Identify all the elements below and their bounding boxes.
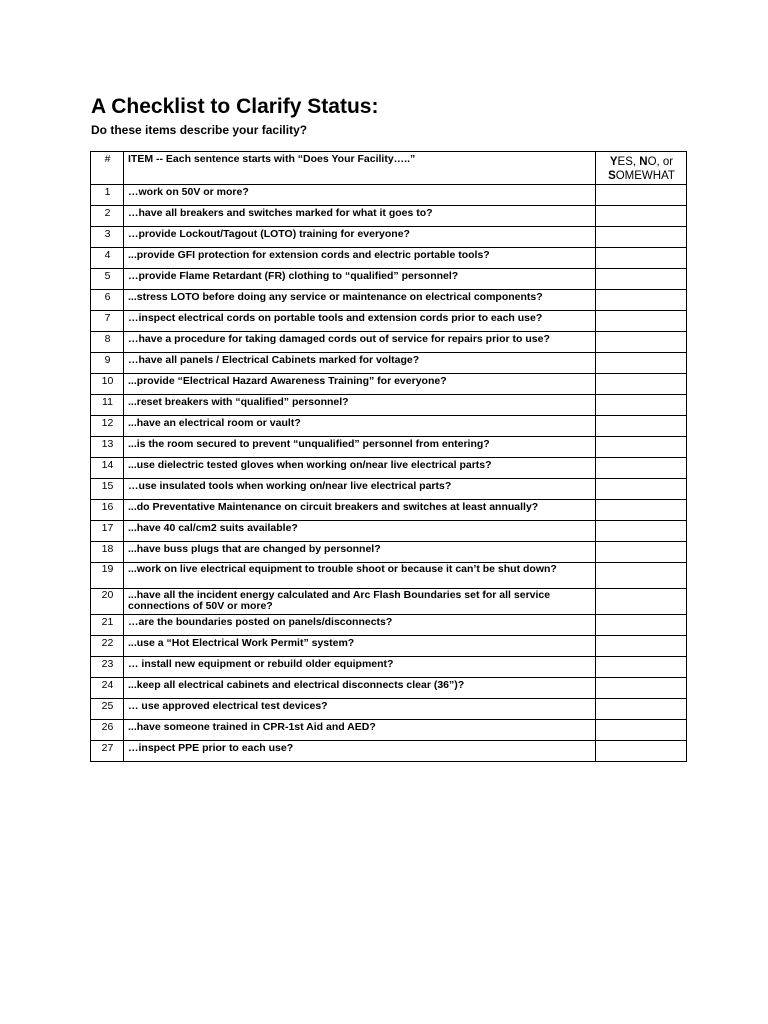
row-item: …have all panels / Electrical Cabinets marked for voltage? (124, 353, 596, 374)
row-answer-cell[interactable] (596, 615, 687, 636)
row-number: 14 (91, 458, 124, 479)
row-number: 2 (91, 206, 124, 227)
row-number: 13 (91, 437, 124, 458)
row-number: 4 (91, 248, 124, 269)
header-number: # (91, 152, 124, 185)
page-title: A Checklist to Clarify Status: (91, 95, 379, 118)
row-number: 25 (91, 699, 124, 720)
row-item: …provide Flame Retardant (FR) clothing to “qualified” personnel? (124, 269, 596, 290)
row-item: …have a procedure for taking damaged cords out of service for repairs prior to use? (124, 332, 596, 353)
row-number: 27 (91, 741, 124, 762)
table-row (91, 185, 687, 206)
row-item: …inspect electrical cords on portable tools and extension cords prior to each use? (124, 311, 596, 332)
header-answer-s: S (608, 170, 616, 182)
row-number: 12 (91, 416, 124, 437)
header-answer-omewhat: OMEWHAT (615, 170, 675, 182)
row-number: 16 (91, 500, 124, 521)
table-row (91, 589, 687, 615)
row-number: 18 (91, 542, 124, 563)
table-row (91, 311, 687, 332)
table-row (91, 636, 687, 657)
row-answer-cell[interactable] (596, 542, 687, 563)
row-item: ...stress LOTO before doing any service or maintenance on electrical components? (124, 290, 596, 311)
row-item: ...provide “Electrical Hazard Awareness Training” for everyone? (124, 374, 596, 395)
row-item: …inspect PPE prior to each use? (124, 741, 596, 762)
row-number: 19 (91, 563, 124, 589)
table-row (91, 542, 687, 563)
table-row (91, 206, 687, 227)
table-row (91, 227, 687, 248)
row-number: 22 (91, 636, 124, 657)
row-item: ...have buss plugs that are changed by personnel? (124, 542, 596, 563)
row-number: 24 (91, 678, 124, 699)
table-row (91, 416, 687, 437)
row-item: …use insulated tools when working on/near live electrical parts? (124, 479, 596, 500)
table-row (91, 479, 687, 500)
row-answer-cell[interactable] (596, 353, 687, 374)
row-answer-cell[interactable] (596, 636, 687, 657)
row-answer-cell[interactable] (596, 269, 687, 290)
header-answer-es: ES, (617, 156, 640, 168)
row-item: ...have 40 cal/cm2 suits available? (124, 521, 596, 542)
table-row (91, 720, 687, 741)
row-number: 26 (91, 720, 124, 741)
row-item: ...do Preventative Maintenance on circuit breakers and switches at least annually? (124, 500, 596, 521)
table-row (91, 332, 687, 353)
row-answer-cell[interactable] (596, 416, 687, 437)
row-answer-cell[interactable] (596, 657, 687, 678)
row-number: 6 (91, 290, 124, 311)
row-item: ...reset breakers with “qualified” personnel? (124, 395, 596, 416)
row-number: 7 (91, 311, 124, 332)
row-item: ...is the room secured to prevent “unqualified” personnel from entering? (124, 437, 596, 458)
table-row (91, 563, 687, 589)
table-row (91, 521, 687, 542)
row-answer-cell[interactable] (596, 563, 687, 589)
header-answer-y: Y (609, 156, 618, 168)
row-answer-cell[interactable] (596, 678, 687, 699)
header-answer-o-or: O, or (647, 156, 674, 168)
row-item: …work on 50V or more? (124, 185, 596, 206)
header-answer-n: N (639, 156, 648, 168)
table-row (91, 699, 687, 720)
row-answer-cell[interactable] (596, 227, 687, 248)
row-answer-cell[interactable] (596, 479, 687, 500)
row-item: ...provide GFI protection for extension cords and electric portable tools? (124, 248, 596, 269)
row-answer-cell[interactable] (596, 248, 687, 269)
row-item: ...use dielectric tested gloves when working on/near live electrical parts? (124, 458, 596, 479)
row-number: 21 (91, 615, 124, 636)
header-item: ITEM -- Each sentence starts with “Does Your Facility…..” (124, 152, 596, 185)
table-row (91, 290, 687, 311)
checklist-table (90, 151, 687, 762)
row-answer-cell[interactable] (596, 374, 687, 395)
table-row (91, 374, 687, 395)
row-number: 9 (91, 353, 124, 374)
table-row (91, 615, 687, 636)
page-subtitle: Do these items describe your facility? (91, 123, 308, 137)
row-number: 8 (91, 332, 124, 353)
row-item: ...work on live electrical equipment to trouble shoot or because it can’t be shut down? (124, 563, 596, 589)
row-answer-cell[interactable] (596, 290, 687, 311)
row-answer-cell[interactable] (596, 332, 687, 353)
row-number: 3 (91, 227, 124, 248)
row-item: …provide Lockout/Tagout (LOTO) training for everyone? (124, 227, 596, 248)
table-row (91, 741, 687, 762)
table-row (91, 657, 687, 678)
table-row (91, 678, 687, 699)
row-answer-cell[interactable] (596, 589, 687, 615)
row-item: ...have all the incident energy calculated and Arc Flash Boundaries set for all service connections of 50V or more? (124, 589, 596, 615)
row-answer-cell[interactable] (596, 500, 687, 521)
table-row (91, 248, 687, 269)
row-answer-cell[interactable] (596, 720, 687, 741)
table-row (91, 500, 687, 521)
row-item: ...have someone trained in CPR-1st Aid and AED? (124, 720, 596, 741)
row-number: 1 (91, 185, 124, 206)
table-row (91, 395, 687, 416)
table-row (91, 458, 687, 479)
row-item: …are the boundaries posted on panels/disconnects? (124, 615, 596, 636)
row-item: … use approved electrical test devices? (124, 699, 596, 720)
row-answer-cell[interactable] (596, 311, 687, 332)
row-number: 11 (91, 395, 124, 416)
row-number: 23 (91, 657, 124, 678)
row-answer-cell[interactable] (596, 437, 687, 458)
row-item: ...use a “Hot Electrical Work Permit” system? (124, 636, 596, 657)
row-answer-cell[interactable] (596, 185, 687, 206)
header-answer (596, 152, 687, 185)
table-row (91, 437, 687, 458)
row-item: …have all breakers and switches marked for what it goes to? (124, 206, 596, 227)
row-answer-cell[interactable] (596, 521, 687, 542)
row-number: 15 (91, 479, 124, 500)
row-item: ...have an electrical room or vault? (124, 416, 596, 437)
row-number: 17 (91, 521, 124, 542)
table-row (91, 353, 687, 374)
row-answer-cell[interactable] (596, 206, 687, 227)
row-answer-cell[interactable] (596, 395, 687, 416)
row-answer-cell[interactable] (596, 699, 687, 720)
row-item: ...keep all electrical cabinets and electrical disconnects clear (36”)? (124, 678, 596, 699)
row-answer-cell[interactable] (596, 458, 687, 479)
table-header-row (91, 152, 687, 185)
table-row (91, 269, 687, 290)
row-answer-cell[interactable] (596, 741, 687, 762)
row-number: 10 (91, 374, 124, 395)
row-number: 5 (91, 269, 124, 290)
row-item: … install new equipment or rebuild older equipment? (124, 657, 596, 678)
row-number: 20 (91, 589, 124, 615)
